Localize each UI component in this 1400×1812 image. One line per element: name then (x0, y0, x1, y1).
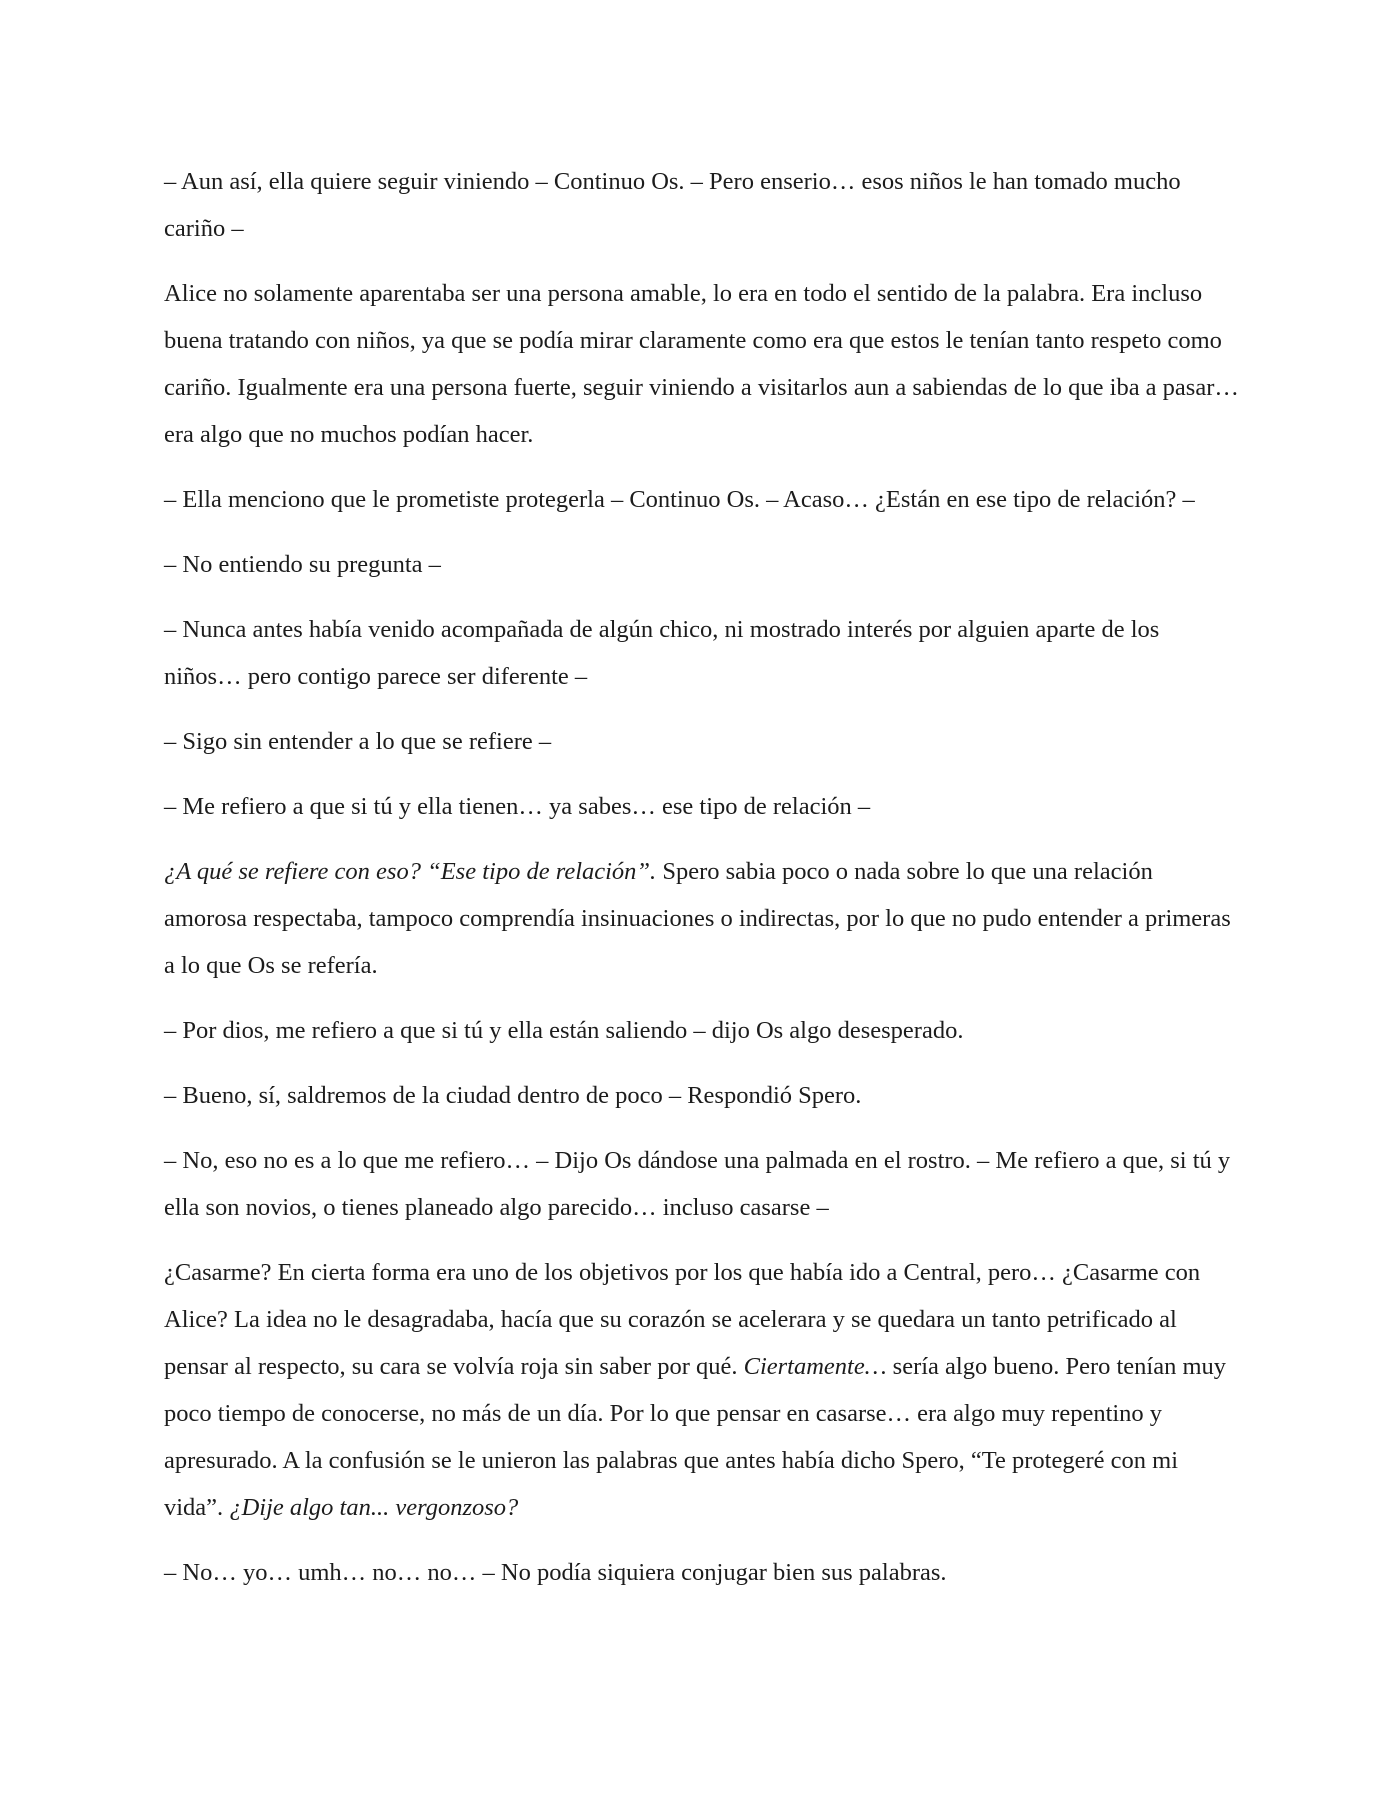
paragraph (164, 476, 1240, 523)
paragraph (164, 1249, 1240, 1531)
paragraph-text: – Bueno, sí, saldremos de la ciudad dentro de poco – Respondió Spero. (164, 1082, 862, 1109)
paragraph (164, 1072, 1240, 1119)
paragraph-text: – Me refiero a que si tú y ella tienen… ya sabes… ese tipo de relación – (164, 793, 871, 820)
paragraph-text: Alice no solamente aparentaba ser una persona amable, lo era en todo el sentido de la palabra. Era incluso buena tratando con niños, ya que se podía mirar claramente como era que estos le tenían tanto respeto como cariño. Igualmente era una persona fuerte, seguir viniendo a visitarlos aun a sabiendas de lo que iba a pasar… era algo que no muchos podían hacer. (164, 280, 1239, 448)
paragraph (164, 1007, 1240, 1054)
body-text (164, 158, 1240, 1596)
paragraph (164, 1549, 1240, 1596)
paragraph (164, 718, 1240, 765)
paragraph-text: – Aun así, ella quiere seguir viniendo – Continuo Os. – Pero enserio… esos niños le han tomado mucho cariño – (164, 168, 1181, 242)
paragraph (164, 606, 1240, 700)
paragraph-text: – No… yo… umh… no… no… – No podía siquiera conjugar bien sus palabras. (164, 1559, 947, 1586)
italic-thought: Ciertamente… (743, 1353, 887, 1380)
paragraph-text: sería algo bueno. Pero tenían muy poco tiempo de conocerse, no más de un día. Por lo que pensar en casarse… era algo muy repentino y apresurado. A la confusión se le unieron las palabras que antes había dicho Spero, “Te protegeré con mi vida”. (164, 1353, 1227, 1521)
italic-thought: ¿Dije algo tan... vergonzoso? (229, 1494, 519, 1521)
paragraph-text: ¿Casarme? En cierta forma era uno de los objetivos por los que había ido a Central, pero… ¿Casarme con Alice? La idea no le desagradaba, hacía que su corazón se acelerara y se quedara un tanto petrificado al pensar al respecto, su cara se volvía roja sin saber por qué. (164, 1259, 1201, 1380)
italic-thought: ¿A qué se refiere con eso? “Ese tipo de relación”. (164, 858, 657, 885)
paragraph-text: – Nunca antes había venido acompañada de algún chico, ni mostrado interés por alguien aparte de los niños… pero contigo parece ser diferente – (164, 616, 1160, 690)
paragraph (164, 541, 1240, 588)
paragraph (164, 158, 1240, 252)
paragraph-text: Spero sabia poco o nada sobre lo que una relación amorosa respectaba, tampoco comprendía insinuaciones o indirectas, por lo que no pudo entender a primeras a lo que Os se refería. (164, 858, 1231, 979)
paragraph-text: – No, eso no es a lo que me refiero… – Dijo Os dándose una palmada en el rostro. – Me refiero a que, si tú y ella son novios, o tienes planeado algo parecido… incluso casarse – (164, 1147, 1231, 1221)
paragraph (164, 1137, 1240, 1231)
paragraph (164, 783, 1240, 830)
paragraph-text: – No entiendo su pregunta – (164, 551, 441, 578)
paragraph-text: – Sigo sin entender a lo que se refiere – (164, 728, 552, 755)
paragraph-text: – Por dios, me refiero a que si tú y ella están saliendo – dijo Os algo desesperado. (164, 1017, 964, 1044)
paragraph (164, 270, 1240, 458)
paragraph (164, 848, 1240, 989)
paragraph-text: – Ella menciono que le prometiste protegerla – Continuo Os. – Acaso… ¿Están en ese tipo de relación? – (164, 486, 1195, 513)
